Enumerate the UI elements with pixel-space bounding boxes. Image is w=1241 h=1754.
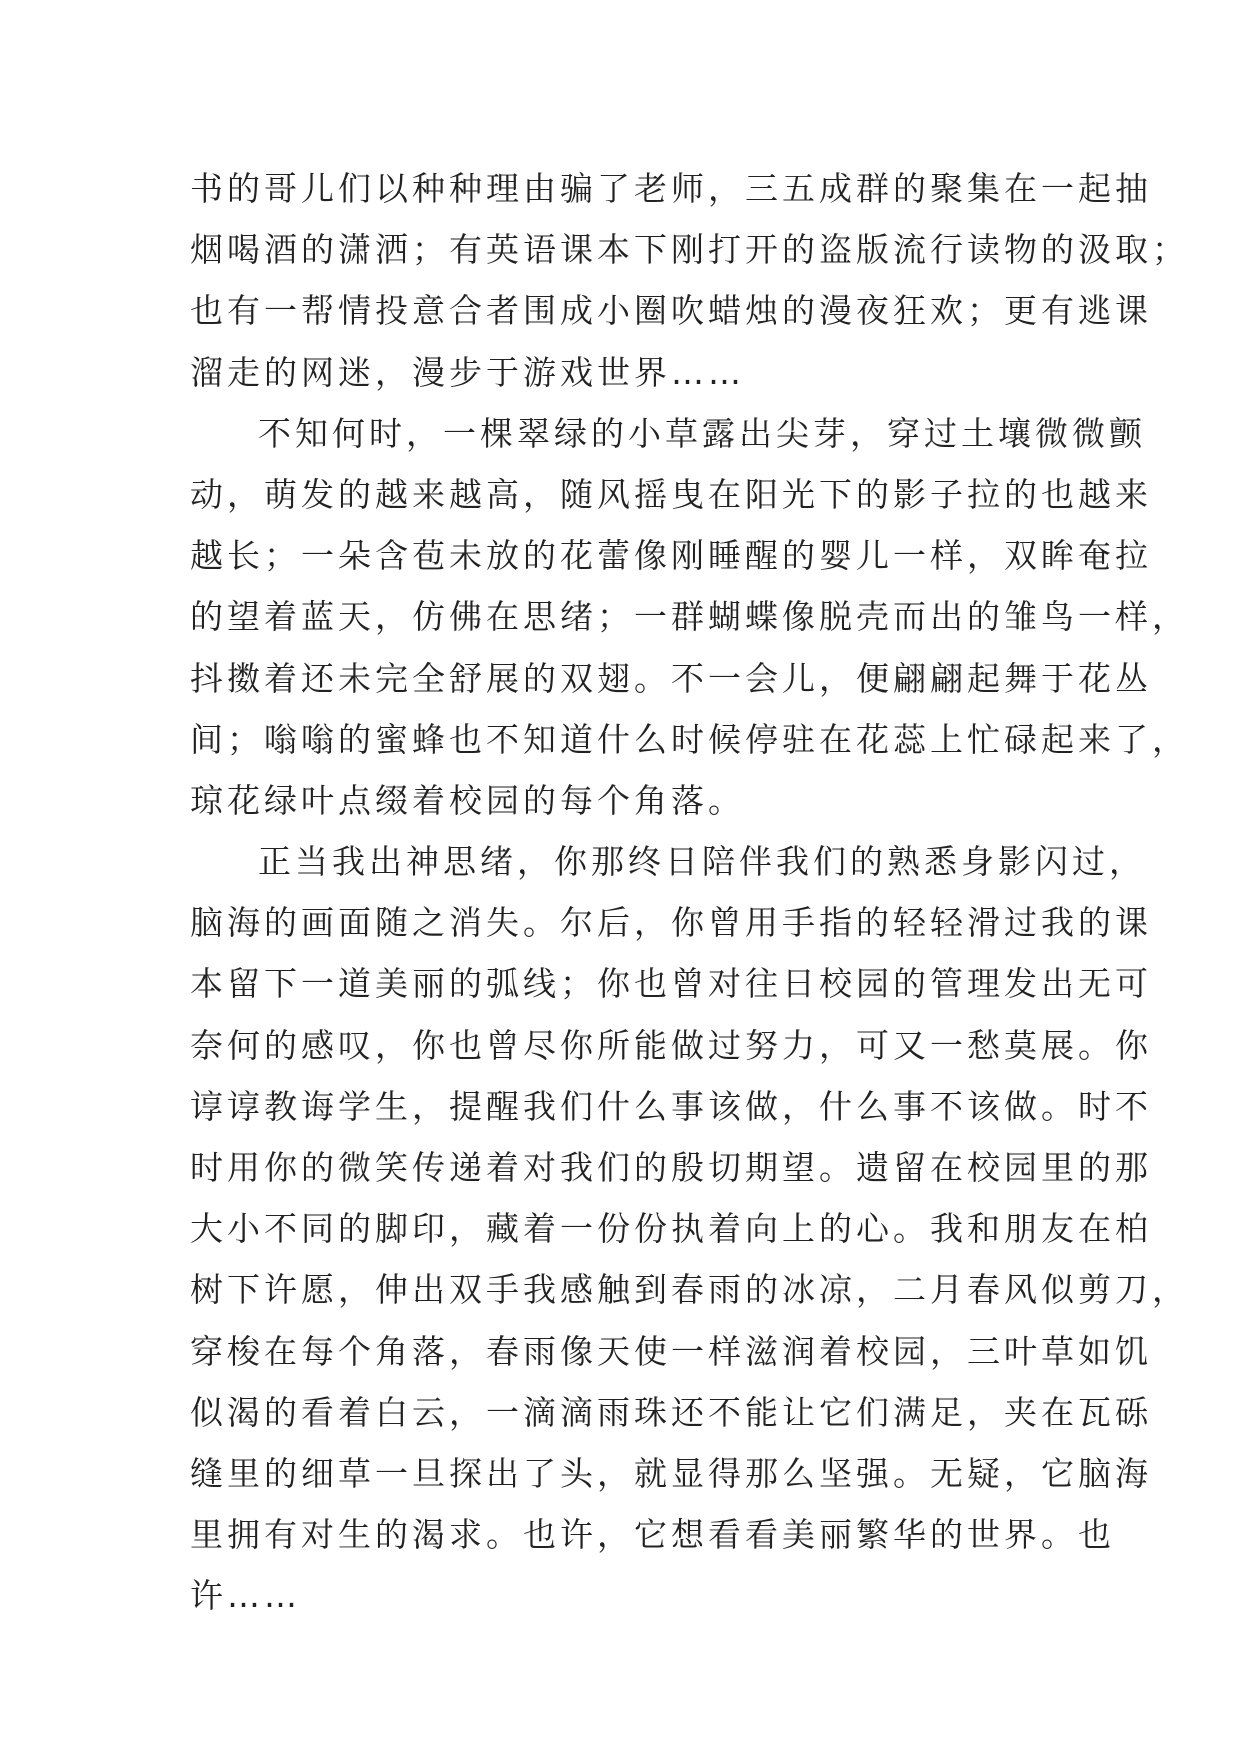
text-line: 脑海的画面随之消失。尔后，你曾用手指的轻轻滑过我的课 — [190, 903, 1152, 943]
text-line: 本留下一道美丽的弧线；你也曾对往日校园的管理发出无可 — [190, 964, 1152, 1004]
text-line: 书的哥儿们以种种理由骗了老师，三五成群的聚集在一起抽 — [190, 169, 1152, 208]
text-line: 动，萌发的越来越高，随风摇曳在阳光下的影子拉的也越来 — [190, 474, 1152, 514]
text-line: 不知何时，一棵翠绿的小草露出尖芽，穿过土壤微微颤 — [258, 413, 1146, 453]
paragraph-1 — [190, 158, 1189, 403]
text-line: 树下许愿，伸出双手我感触到春雨的冰凉，二月春风似剪刀， — [190, 1270, 1189, 1310]
text-line: 抖擞着还未完全舒展的双翅。不一会儿，便翩翩起舞于花丛 — [190, 658, 1152, 698]
text-line: 谆谆教诲学生，提醒我们什么事该做，什么事不该做。时不 — [190, 1086, 1152, 1126]
text-line: 间；嗡嗡的蜜蜂也不知道什么时候停驻在花蕊上忙碌起来了， — [190, 719, 1189, 759]
text-line: 的望着蓝天，仿佛在思绪；一群蝴蝶像脱壳而出的雏鸟一样， — [190, 597, 1189, 637]
text-line: 烟喝酒的潇洒；有英语课本下刚打开的盗版流行读物的汲取； — [190, 230, 1189, 270]
text-line: 许…… — [190, 1576, 301, 1616]
text-line: 大小不同的脚印，藏着一份份执着向上的心。我和朋友在柏 — [190, 1209, 1152, 1249]
text-line: 也有一帮情投意合者围成小圈吹蜡烛的漫夜狂欢；更有逃课 — [190, 291, 1152, 331]
text-line: 缝里的细草一旦探出了头，就显得那么坚强。无疑，它脑海 — [190, 1453, 1152, 1493]
text-line: 琼花绿叶点缀着校园的每个角落。 — [190, 780, 745, 820]
text-line: 穿梭在每个角落，春雨像天使一样滋润着校园，三叶草如饥 — [190, 1331, 1152, 1371]
paragraph-3 — [190, 831, 1189, 1626]
text-line: 越长；一朵含苞未放的花蕾像刚睡醒的婴儿一样，双眸奄拉 — [190, 536, 1152, 576]
text-line: 正当我出神思绪，你那终日陪伴我们的熟悉身影闪过， — [258, 842, 1146, 882]
text-line: 奈何的感叹，你也曾尽你所能做过努力，可又一愁莫展。你 — [190, 1025, 1152, 1065]
text-line: 溜走的网迷，漫步于游戏世界…… — [190, 352, 745, 392]
paragraph-2 — [190, 403, 1189, 831]
text-line: 似渴的看着白云，一滴滴雨珠还不能让它们满足，夹在瓦砾 — [190, 1392, 1152, 1432]
document-body — [190, 158, 1189, 1627]
text-line: 里拥有对生的渴求。也许，它想看看美丽繁华的世界。也 — [190, 1515, 1115, 1555]
text-line: 时用你的微笑传递着对我们的殷切期望。遗留在校园里的那 — [190, 1148, 1152, 1187]
